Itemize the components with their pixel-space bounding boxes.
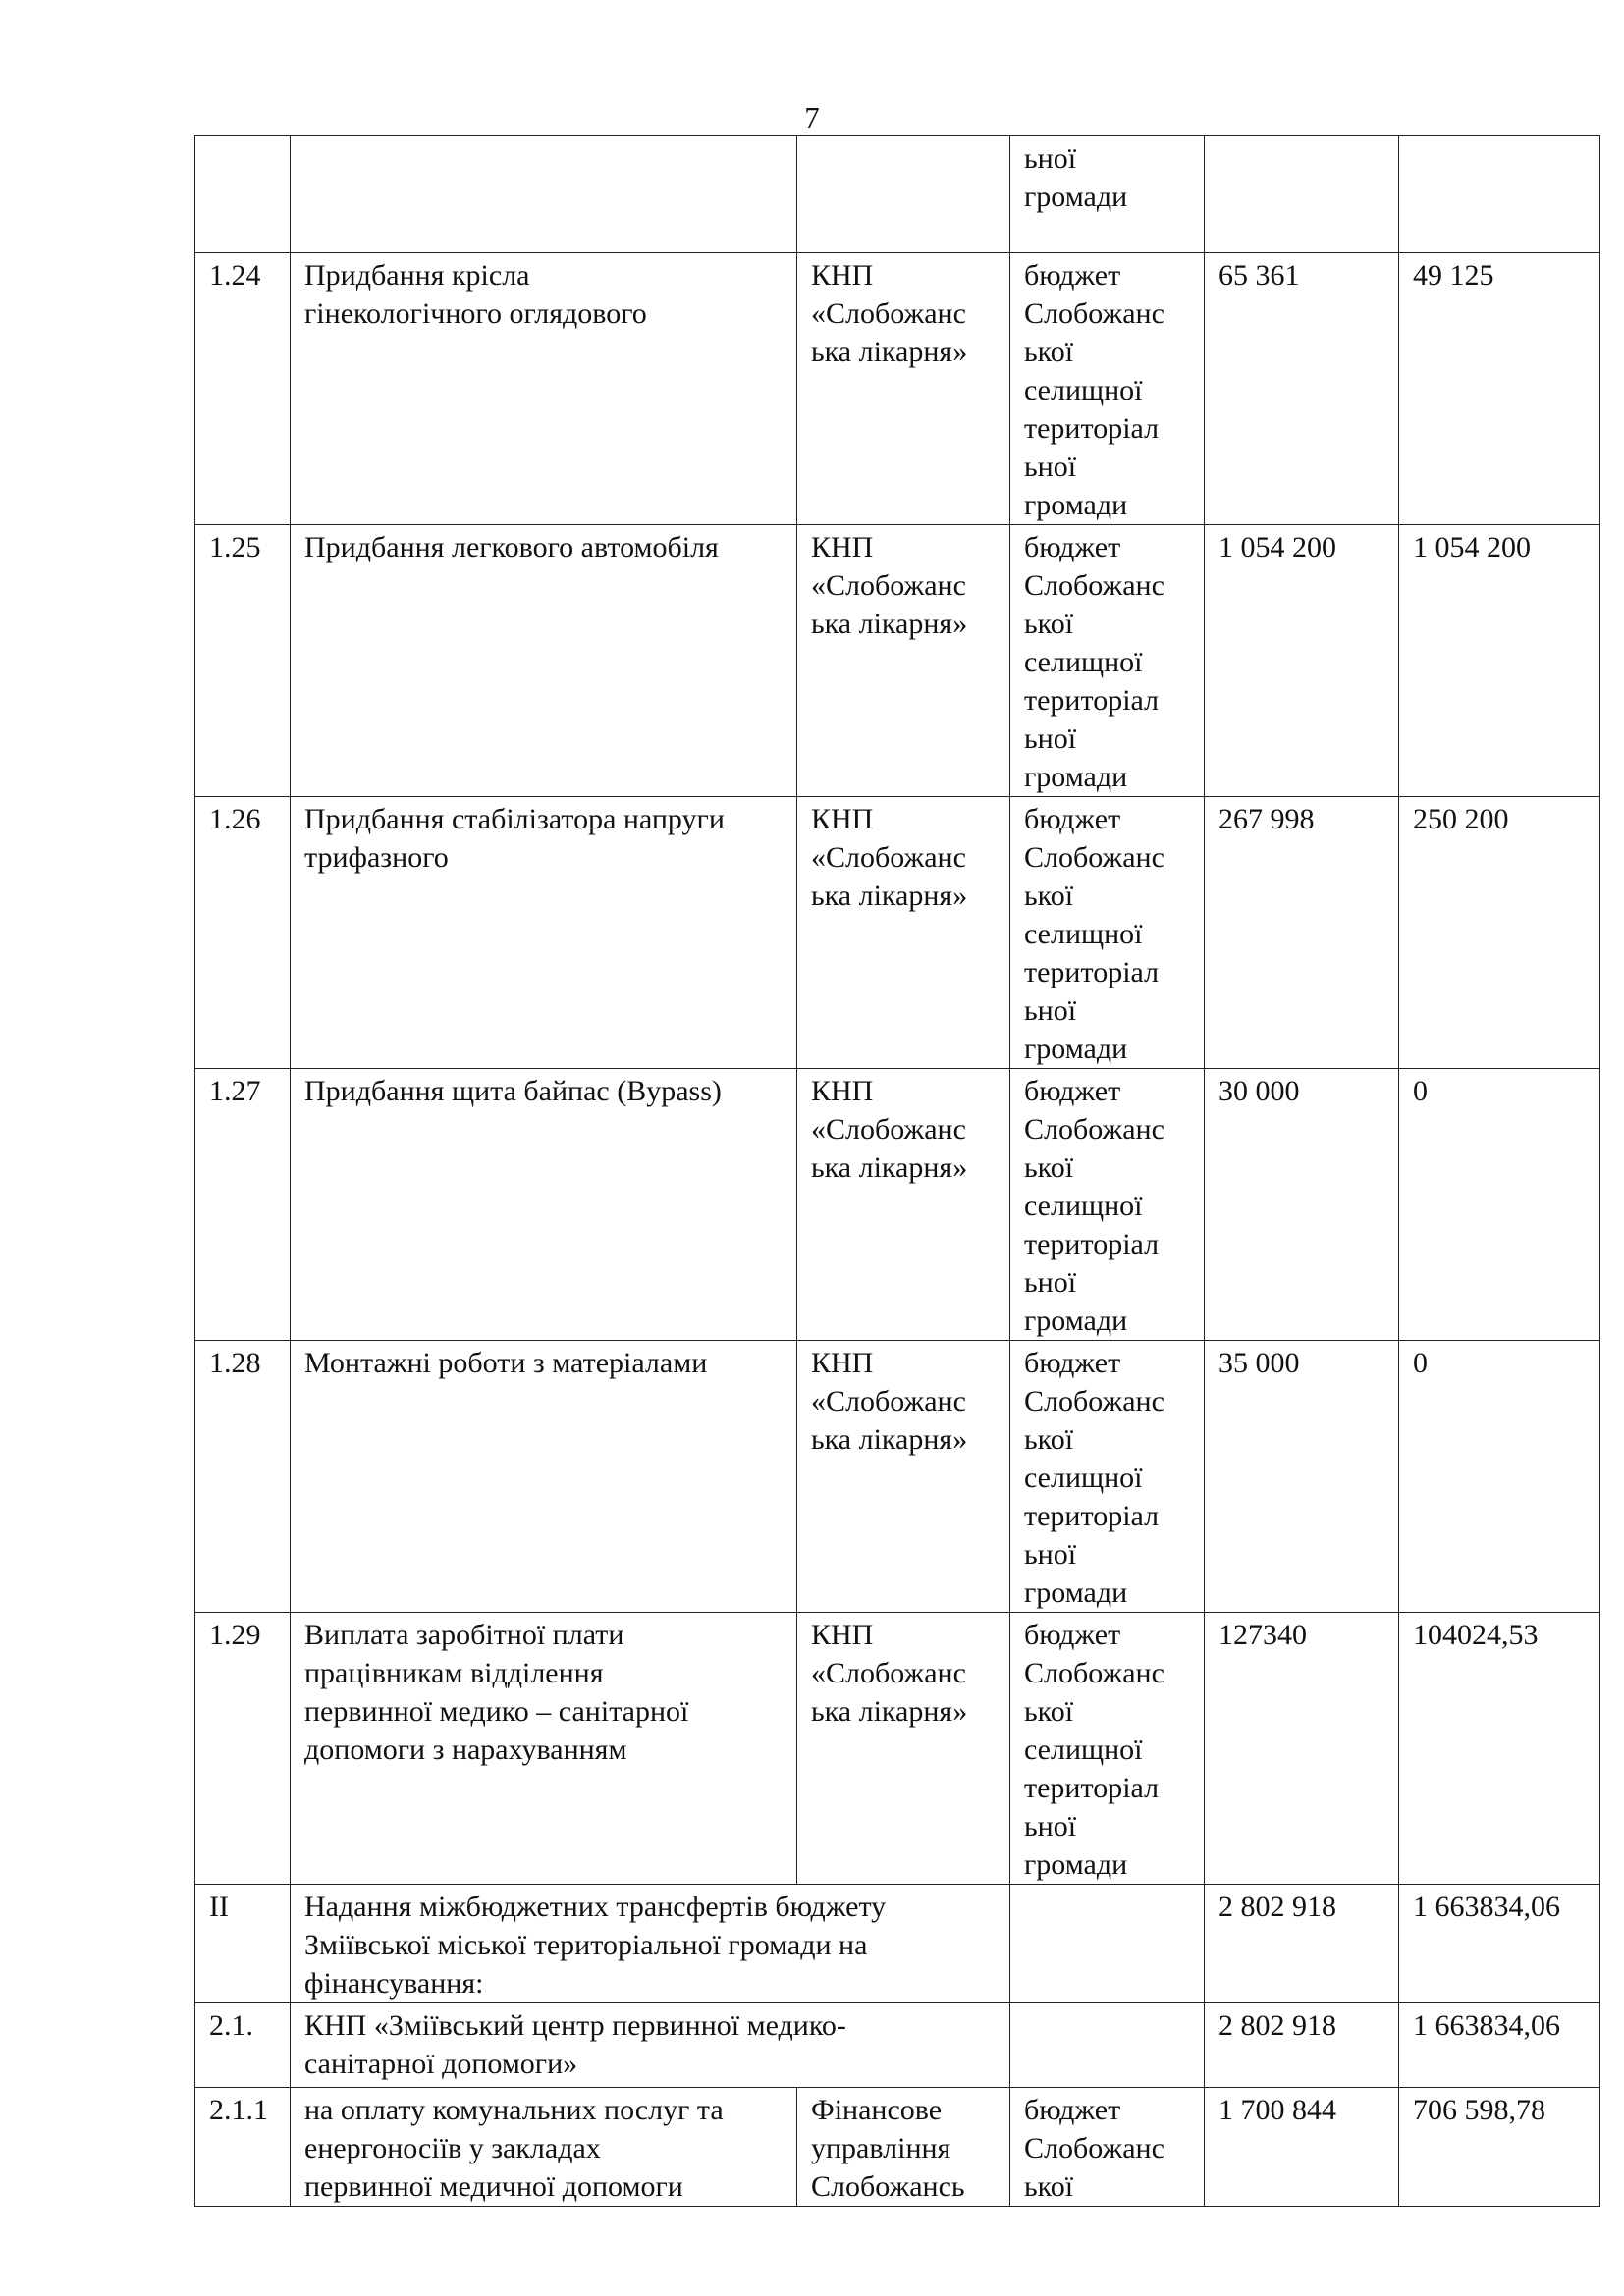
row-planned: 1 054 200 bbox=[1205, 525, 1399, 797]
row-executor: КНП «Слобожанс ька лікарня» bbox=[797, 253, 1010, 525]
row-number bbox=[195, 136, 291, 253]
row-actual: 0 bbox=[1399, 1341, 1600, 1613]
row-name: на оплату комунальних послуг та енергоносіїв у закладах первинної медичної допомоги bbox=[291, 2088, 797, 2207]
subsection-number: 2.1. bbox=[195, 2003, 291, 2088]
row-planned bbox=[1205, 136, 1399, 253]
table-row bbox=[195, 1341, 1600, 1613]
program-table bbox=[194, 135, 1600, 2207]
table-row bbox=[195, 1069, 1600, 1341]
row-source: ьної громади bbox=[1010, 136, 1205, 253]
section-number: II bbox=[195, 1885, 291, 2003]
table-row bbox=[195, 2088, 1600, 2207]
subsection-row bbox=[195, 2003, 1600, 2088]
section-source bbox=[1010, 1885, 1205, 2003]
table-row bbox=[195, 525, 1600, 797]
row-number: 2.1.1 bbox=[195, 2088, 291, 2207]
row-name bbox=[291, 136, 797, 253]
row-actual: 0 bbox=[1399, 1069, 1600, 1341]
row-planned: 65 361 bbox=[1205, 253, 1399, 525]
row-source: бюджет Слобожанс ької селищної територіал ьної громади bbox=[1010, 253, 1205, 525]
row-number: 1.28 bbox=[195, 1341, 291, 1613]
subsection-source bbox=[1010, 2003, 1205, 2088]
subsection-planned: 2 802 918 bbox=[1205, 2003, 1399, 2088]
section-planned: 2 802 918 bbox=[1205, 1885, 1399, 2003]
row-source: бюджет Слобожанс ької селищної територіал ьної громади bbox=[1010, 797, 1205, 1069]
subsection-name: КНП «Зміївський центр первинної медико- санітарної допомоги» bbox=[291, 2003, 1010, 2088]
row-actual: 706 598,78 bbox=[1399, 2088, 1600, 2207]
row-actual bbox=[1399, 136, 1600, 253]
row-actual: 104024,53 bbox=[1399, 1613, 1600, 1885]
row-executor: Фінансове управління Слобожансь bbox=[797, 2088, 1010, 2207]
row-source: бюджет Слобожанс ької селищної територіал ьної громади bbox=[1010, 1069, 1205, 1341]
row-source: бюджет Слобожанс ької селищної територіал ьної громади bbox=[1010, 1613, 1205, 1885]
row-name: Придбання крісла гінекологічного оглядового bbox=[291, 253, 797, 525]
page-number: 7 bbox=[804, 100, 820, 134]
row-executor: КНП «Слобожанс ька лікарня» bbox=[797, 1341, 1010, 1613]
row-name: Придбання стабілізатора напруги трифазного bbox=[291, 797, 797, 1069]
row-actual: 250 200 bbox=[1399, 797, 1600, 1069]
row-executor: КНП «Слобожанс ька лікарня» bbox=[797, 1613, 1010, 1885]
section-name: Надання міжбюджетних трансфертів бюджету Зміївської міської територіальної громади на фінансування: bbox=[291, 1885, 1010, 2003]
row-source: бюджет Слобожанс ької селищної територіал ьної громади bbox=[1010, 525, 1205, 797]
row-name: Придбання щита байпас (Bypass) bbox=[291, 1069, 797, 1341]
subsection-actual: 1 663834,06 bbox=[1399, 2003, 1600, 2088]
row-planned: 35 000 bbox=[1205, 1341, 1399, 1613]
row-executor bbox=[797, 136, 1010, 253]
row-number: 1.24 bbox=[195, 253, 291, 525]
row-executor: КНП «Слобожанс ька лікарня» bbox=[797, 797, 1010, 1069]
row-actual: 1 054 200 bbox=[1399, 525, 1600, 797]
row-number: 1.25 bbox=[195, 525, 291, 797]
row-executor: КНП «Слобожанс ька лікарня» bbox=[797, 1069, 1010, 1341]
row-executor: КНП «Слобожанс ька лікарня» bbox=[797, 525, 1010, 797]
row-name: Виплата заробітної плати працівникам відділення первинної медико – санітарної допомоги з нарахуванням bbox=[291, 1613, 797, 1885]
row-source: бюджет Слобожанс ької селищної територіал ьної громади bbox=[1010, 1341, 1205, 1613]
row-name: Монтажні роботи з матеріалами bbox=[291, 1341, 797, 1613]
row-number: 1.29 bbox=[195, 1613, 291, 1885]
table-row bbox=[195, 1613, 1600, 1885]
section-actual: 1 663834,06 bbox=[1399, 1885, 1600, 2003]
table-row bbox=[195, 136, 1600, 253]
table-row bbox=[195, 797, 1600, 1069]
table-row bbox=[195, 253, 1600, 525]
row-actual: 49 125 bbox=[1399, 253, 1600, 525]
row-name: Придбання легкового автомобіля bbox=[291, 525, 797, 797]
row-number: 1.27 bbox=[195, 1069, 291, 1341]
row-source: бюджет Слобожанс ької bbox=[1010, 2088, 1205, 2207]
row-number: 1.26 bbox=[195, 797, 291, 1069]
row-planned: 267 998 bbox=[1205, 797, 1399, 1069]
row-planned: 1 700 844 bbox=[1205, 2088, 1399, 2207]
section-row bbox=[195, 1885, 1600, 2003]
row-planned: 127340 bbox=[1205, 1613, 1399, 1885]
row-planned: 30 000 bbox=[1205, 1069, 1399, 1341]
